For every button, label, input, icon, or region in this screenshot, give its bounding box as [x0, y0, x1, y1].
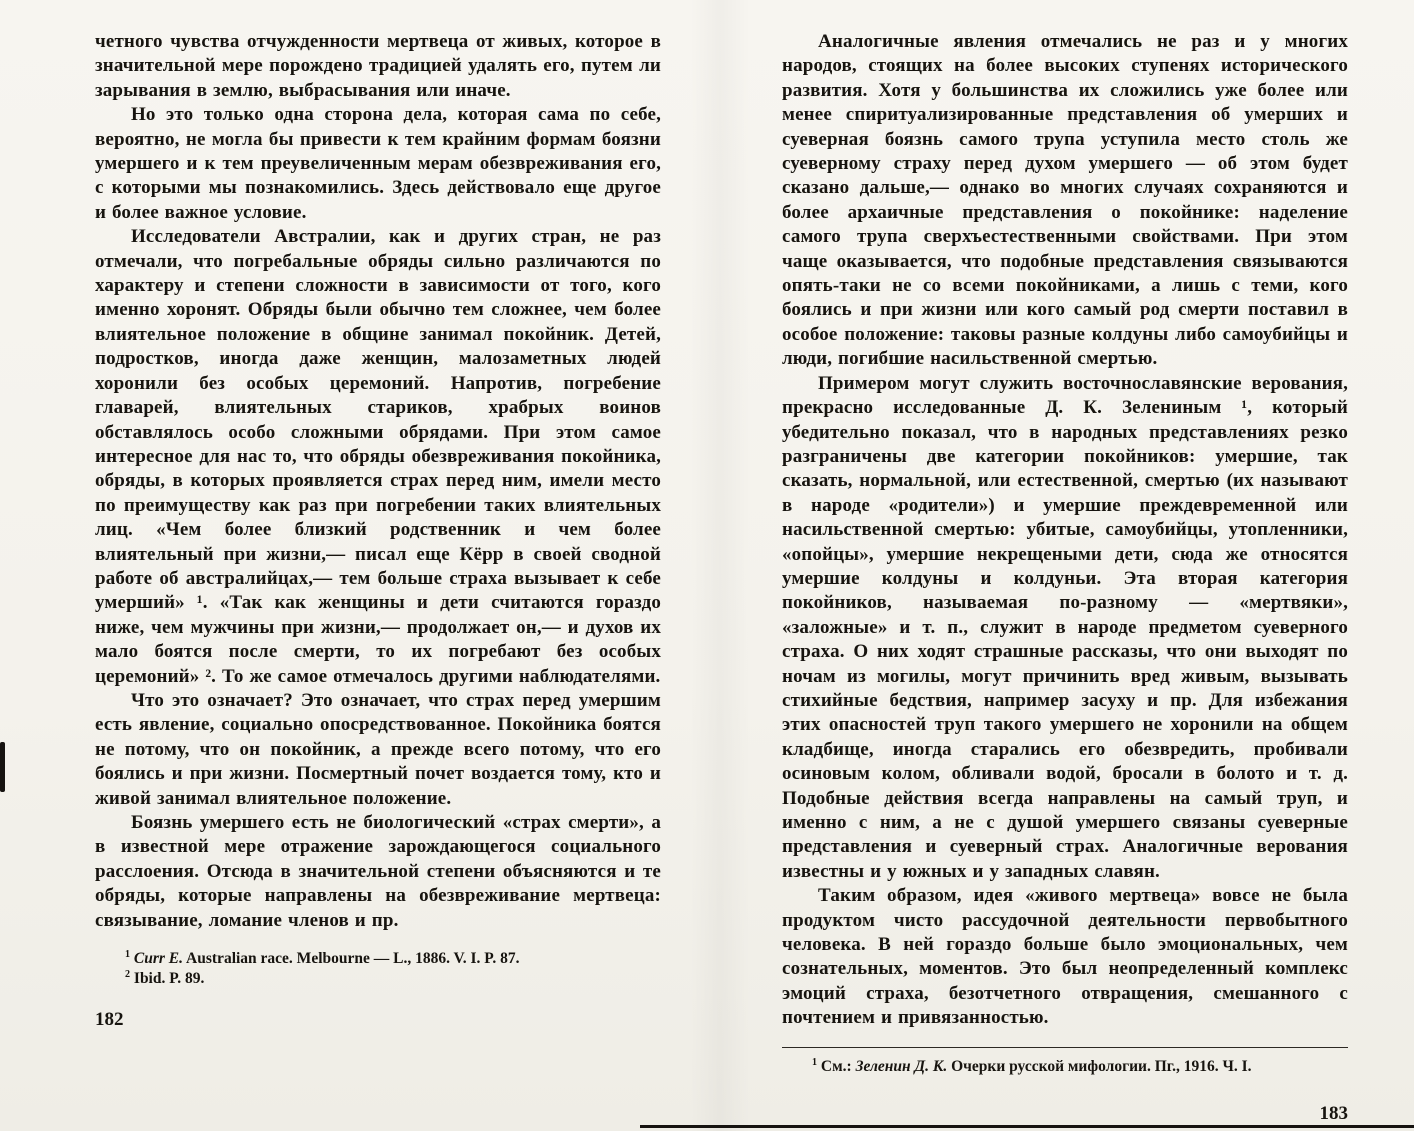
footnote-marker: 2 — [125, 968, 131, 980]
footnote-author: Зеленин Д. К. — [855, 1057, 948, 1075]
footnote-text: Australian race. Melbourne — L., 1886. V. I. P. 87. — [183, 950, 520, 968]
body-paragraph: четного чувства отчужденности мертвеца от живых, которое в значительной мере порождено традицией удалять его, путем ли зарывания в землю, выбрасывания или иначе. — [95, 31, 661, 101]
page-number: 182 — [95, 1009, 124, 1031]
footnotes-block — [782, 1047, 1348, 1077]
scan-artifact-bottom-edge — [640, 1125, 1414, 1128]
body-paragraph: Примером могут служить восточнославянские верования, прекрасно исследованные Д. К. Зелениным ¹, который убедительно показал, что в народных представлениях резко разграничены две категории покойников: умершие, так сказать, нормальной, или естественной, смертью (их называют в народе «родители») и умершие преждевременной или насильственной смертью: убитые, самоубийцы, утопленники, «опойцы», умершие некрещеными дети, сюда же относятся умершие колдуны и колдуньи. Эта вторая категория покойников, называемая по-разному — «мертвяки», «заложные» и т. п., служит в народе предметом суеверного страха. О них ходят страшные рассказы, что они выходят по ночам из могилы, могут причинить вред живым, вызывать стихийные бедствия, например засуху и пр. Для избежания этих опасностей труп такого умершего не хоронили на общем кладбище, иногда старались его обезвредить, пробивали осиновым колом, обливали водой, бросали в болото и т. д. Подобные действия всегда направлены на самый труп, и именно с ним, а не с душой умершего связаны суеверные представления и суеверный страх. Аналогичные верования известны и у южных и у западных славян. — [782, 372, 1348, 882]
left-page — [95, 30, 661, 1031]
footnote — [95, 949, 661, 969]
scan-artifact-left-edge — [0, 742, 5, 792]
footnote-marker: 1 — [125, 948, 131, 960]
body-paragraph: Аналогичные явления отмечались не раз и у многих народов, стоящих на более высоких ступенях исторического развития. Хотя у большинства их сложились уже более или менее спиритуализированные представления об умерших и суеверная боязнь самого трупа уступила место столь же суеверному страху перед духом умершего — об этом будет сказано дальше,— однако во многих случаях сохраняются и более архаичные представления о покойнике: наделение самого трупа сверхъестественными свойствами. При этом чаще оказывается, что подобные представления связываются опять-таки не со всеми покойниками, а лишь с теми, кого боялись и при жизни или кого самый род смерти поставил в особое положение: таковы разные колдуны либо самоубийцы и люди, погибшие насильственной смертью. — [782, 31, 1348, 370]
footnote-text: Ibid. P. 89. — [133, 970, 205, 988]
footnote-prefix: См.: — [817, 1057, 856, 1075]
body-paragraph: Но это только одна сторона дела, которая сама по себе, вероятно, не могла бы привести к тем крайним формам боязни умершего и к тем преувеличенным мерам обезвреживания его, с которыми мы познакомились. Здесь действовало еще другое и более важное условие. — [95, 104, 661, 223]
body-paragraph: Боязнь умершего есть не биологический «страх смерти», а в известной мере отражение зарождающегося социального расслоения. Отсюда в значительной степени объясняются и те обряды, которые направлены на обезвреживание мертвеца: связывание, ломание членов и пр. — [95, 812, 661, 931]
page-gutter-shadow — [690, 0, 750, 1131]
right-page — [782, 30, 1348, 1125]
body-paragraph: Таким образом, идея «живого мертвеца» вовсе не была продуктом чисто рассудочной деятельности первобытного человека. В ней гораздо больше было эмоциональных, чем сознательных, моментов. Это был неопределенный комплекс эмоций страха, безотчетного отвращения, смешанного с почтением и привязанностью. — [782, 885, 1348, 1029]
page-number: 183 — [1319, 1102, 1348, 1124]
footnote-text: Очерки русской мифологии. Пг., 1916. Ч. I. — [947, 1057, 1252, 1075]
footnote-author: Curr E. — [133, 950, 184, 968]
footnote — [95, 969, 661, 989]
footnotes-block — [95, 949, 661, 989]
body-paragraph: Исследователи Австралии, как и других стран, не раз отмечали, что погребальные обряды сильно различаются по характеру и степени сложности в зависимости от того, кого именно хоронят. Обряды были обычно тем сложнее, чем более влиятельное положение в общине занимал покойник. Детей, подростков, иногда даже женщин, малозаметных людей хоронили без особых церемоний. Напротив, погребение главарей, влиятельных стариков, храбрых воинов обставлялось особо сложными обрядами. При этом самое интересное для нас то, что обряды обезвреживания покойника, обряды, в которых проявляется страх перед ним, имели место по преимуществу как раз при погребении таких влиятельных лиц. «Чем более близкий родственник и чем более влиятельный при жизни,— писал еще Кёрр в своей сводной работе об австралийцах,— тем больше страха вызывает к себе умерший» ¹. «Так как женщины и дети считаются гораздо ниже, чем мужчины при жизни,— продолжает он,— и духов их мало боятся после смерти, то их погребают без особых церемоний» ². То же самое отмечалось другими наблюдателями. — [95, 226, 661, 687]
body-paragraph: Что это означает? Это означает, что страх перед умершим есть явление, социально опосредствованное. Покойника боятся не потому, что он покойник, а прежде всего потому, что его боялись и при жизни. Посмертный почет воздается тому, кто и живой занимал влиятельное положение. — [95, 689, 661, 809]
footnote-marker: 1 — [812, 1056, 818, 1068]
footnote — [782, 1057, 1348, 1077]
